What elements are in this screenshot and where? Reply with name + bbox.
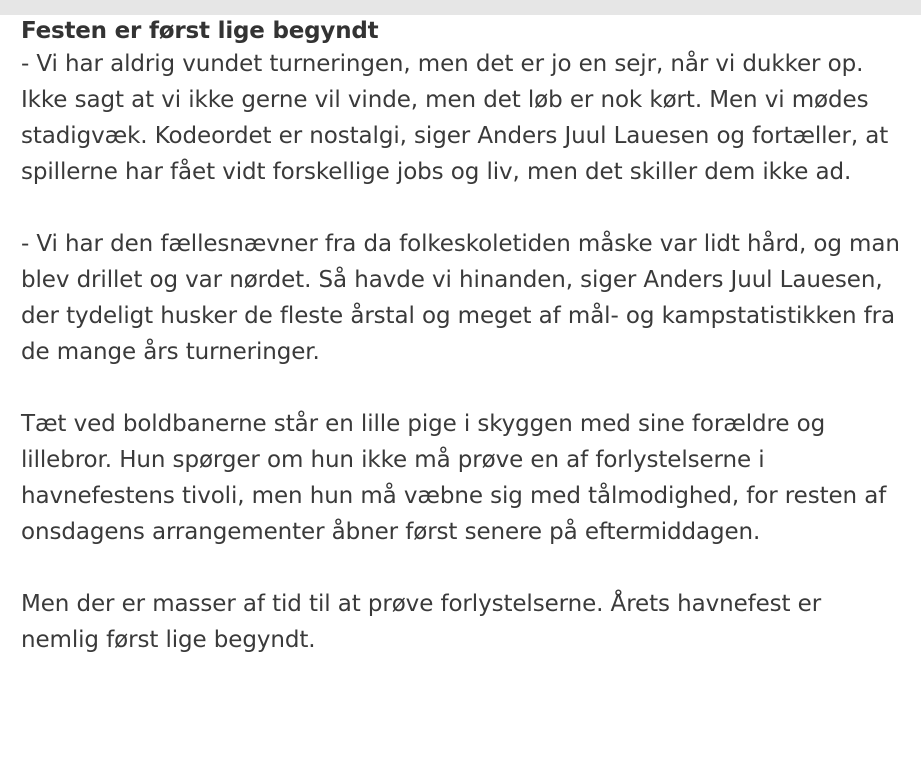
paragraph-2: - Vi har den fællesnævner fra da folkeskoletiden måske var lidt hård, og man blev drillet og var nørdet. Så havde vi hinanden, siger Anders Juul Lauesen, der tydeligt husker de fleste årstal og meget af mål- og kampstatistikken fra de mange års turneringer. (21, 231, 900, 365)
paragraph-4: Men der er masser af tid til at prøve forlystelserne. Årets havnefest er nemlig først lige begyndt. (21, 591, 822, 653)
paragraph-3: Tæt ved boldbanerne står en lille pige i skyggen med sine forældre og lillebror. Hun spørger om hun ikke må prøve en af forlystelserne i havnefestens tivoli, men hun må væbne sig med tålmodighed, for resten af onsdagens arrangementer åbner først senere på eftermiddagen. (21, 411, 887, 545)
top-divider-bar (0, 0, 921, 15)
paragraph-1: - Vi har aldrig vundet turneringen, men det er jo en sejr, når vi dukker op. Ikke sagt at vi ikke gerne vil vinde, men det løb er nok kørt. Men vi mødes stadigvæk. Kodeordet er nostalgi, siger Anders Juul Lauesen og fortæller, at spillerne har fået vidt forskellige jobs og liv, men det skiller dem ikke ad. (21, 51, 889, 185)
article-body (21, 16, 901, 658)
section-heading: Festen er først lige begyndt (21, 18, 379, 44)
